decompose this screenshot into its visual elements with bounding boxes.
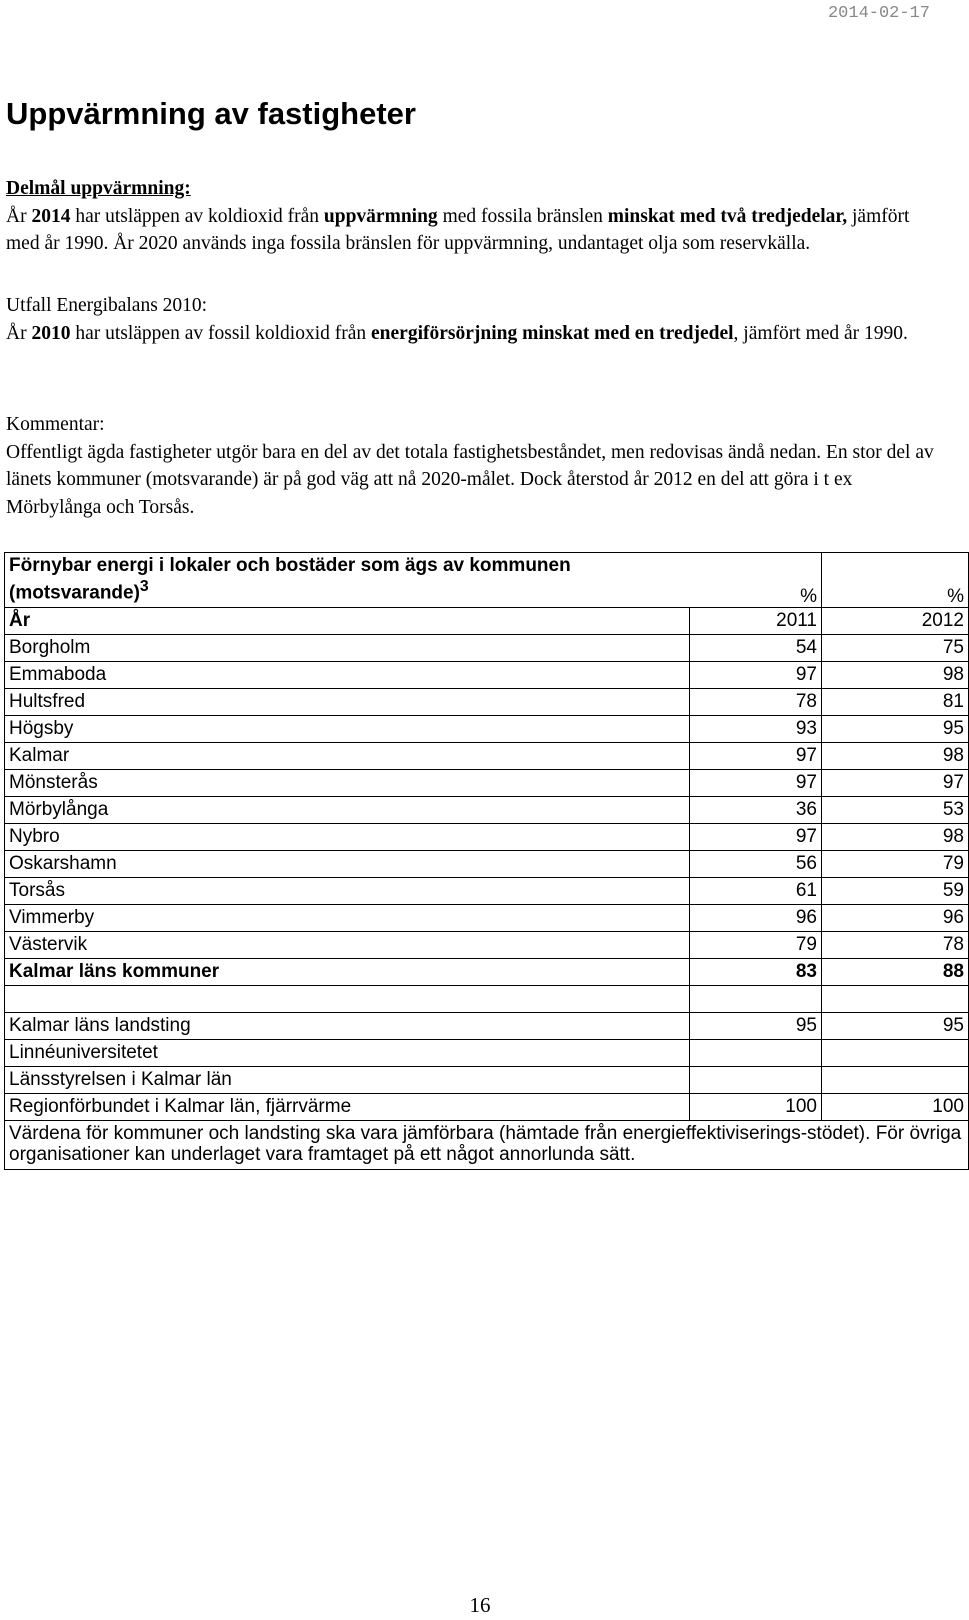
table-row (5, 716, 969, 743)
value-2011: 83 (690, 959, 822, 986)
value-2012: 78 (822, 932, 969, 959)
utfall-text-part: År (6, 322, 32, 344)
row-label: Mörbylånga (5, 797, 690, 824)
value-2011: 93 (690, 716, 822, 743)
delmal-text-part: med fossila bränslen (437, 205, 608, 227)
empty-cell (822, 986, 969, 1013)
footnote-row (5, 1121, 969, 1170)
empty-cell (690, 986, 822, 1013)
pct-header-2011: % (690, 553, 822, 608)
row-label: Kalmar läns kommuner (5, 959, 690, 986)
utfall-keyword: energiförsörjning minskat med en tredjedel (371, 322, 734, 344)
table-row (5, 743, 969, 770)
value-2012: 98 (822, 743, 969, 770)
value-2012: 53 (822, 797, 969, 824)
value-2011 (690, 1040, 822, 1067)
row-label: Länsstyrelsen i Kalmar län (5, 1067, 690, 1094)
row-label: Regionförbundet i Kalmar län, fjärrvärme (5, 1094, 690, 1121)
utfall-heading: Utfall Energibalans 2010: (6, 295, 208, 316)
table-row (5, 635, 969, 662)
value-2011: 61 (690, 878, 822, 905)
value-2012: 59 (822, 878, 969, 905)
row-label: Hultsfred (5, 689, 690, 716)
row-label: Nybro (5, 824, 690, 851)
value-2011: 78 (690, 689, 822, 716)
utfall-text-part: , jämfört med år 1990. (733, 322, 908, 344)
value-2011: 96 (690, 905, 822, 932)
delmal-heading: Delmål uppvärmning: (6, 178, 191, 199)
table-row (5, 797, 969, 824)
kommentar-text: Offentligt ägda fastigheter utgör bara en del av det totala fastighetsbeståndet, men redovisas ändå nedan. En stor del av länets kommuner (motsvarande) är på god väg att nå 2020-målet. Dock återstod år 2012 en del att göra i t ex Mörbylånga och Torsås. (6, 441, 934, 518)
table-title-text: Förnybar energi i lokaler och bostäder som ägs av kommunen (motsvarande) (9, 555, 571, 604)
year-header-row (5, 608, 969, 635)
row-label: Borgholm (5, 635, 690, 662)
row-label: Mönsterås (5, 770, 690, 797)
value-2012 (822, 1067, 969, 1094)
row-label: Vimmerby (5, 905, 690, 932)
row-label: Emmaboda (5, 662, 690, 689)
delmal-target: minskat med två tredjedelar, (607, 205, 848, 227)
value-2012: 95 (822, 1013, 969, 1040)
value-2011: 97 (690, 662, 822, 689)
row-label: Kalmar (5, 743, 690, 770)
row-label: Oskarshamn (5, 851, 690, 878)
kommentar-section (6, 411, 936, 521)
table-row (5, 905, 969, 932)
table-title (5, 553, 690, 608)
value-2012: 81 (822, 689, 969, 716)
value-2012: 75 (822, 635, 969, 662)
organization-row (5, 1013, 969, 1040)
value-2012: 79 (822, 851, 969, 878)
value-2011: 97 (690, 743, 822, 770)
row-label: Kalmar läns landsting (5, 1013, 690, 1040)
table-row (5, 878, 969, 905)
utfall-text (6, 320, 936, 348)
delmal-text-part: har utsläppen av koldioxid från (70, 205, 324, 227)
empty-cell (5, 986, 690, 1013)
value-2012 (822, 1040, 969, 1067)
value-2012: 97 (822, 770, 969, 797)
pct-header-2012: % (822, 553, 969, 608)
renewable-energy-table (4, 552, 969, 1170)
delmal-text-part: jämfört med år 1990. År 2020 används inga fossila bränslen för uppvärmning, undantaget olja som reservkälla. (6, 205, 910, 254)
utfall-text-part: har utsläppen av fossil koldioxid från (70, 322, 372, 344)
organization-row (5, 1040, 969, 1067)
delmal-text (6, 203, 936, 258)
value-2011: 56 (690, 851, 822, 878)
delmal-text-part: År (6, 205, 32, 227)
organization-row (5, 1094, 969, 1121)
value-2012: 96 (822, 905, 969, 932)
value-2011: 97 (690, 770, 822, 797)
delmal-keyword: uppvärmning (323, 205, 438, 227)
value-2011: 97 (690, 824, 822, 851)
value-2012: 98 (822, 824, 969, 851)
value-2012: 100 (822, 1094, 969, 1121)
document-date: 2014-02-17 (827, 4, 930, 23)
table-row (5, 770, 969, 797)
row-label: Västervik (5, 932, 690, 959)
year-2011: 2011 (690, 608, 822, 635)
table-row (5, 932, 969, 959)
value-2011: 54 (690, 635, 822, 662)
utfall-section (6, 292, 936, 347)
spacer-row (5, 986, 969, 1013)
row-label: Torsås (5, 878, 690, 905)
value-2011 (690, 1067, 822, 1094)
renewable-energy-table-wrapper (4, 552, 969, 1170)
row-label: Högsby (5, 716, 690, 743)
table-title-footnote-ref: 3 (139, 578, 149, 595)
value-2011: 100 (690, 1094, 822, 1121)
value-2011: 36 (690, 797, 822, 824)
kommentar-heading: Kommentar: (6, 414, 105, 435)
row-label: Linnéuniversitetet (5, 1040, 690, 1067)
utfall-year: 2010 (31, 322, 71, 344)
table-row (5, 662, 969, 689)
table-title-row (5, 553, 969, 608)
table-row (5, 851, 969, 878)
page-title: Uppvärmning av fastigheter (6, 96, 416, 131)
table-footnote: Värdena för kommuner och landsting ska vara jämförbara (hämtade från energieffektiviserings-stödet). För övriga organisationer kan underlaget vara framtaget på ett något annorlunda sätt. (5, 1121, 969, 1170)
year-label: År (5, 608, 690, 635)
value-2012: 98 (822, 662, 969, 689)
organization-row (5, 1067, 969, 1094)
year-2012: 2012 (822, 608, 969, 635)
delmal-section (6, 175, 936, 258)
value-2011: 95 (690, 1013, 822, 1040)
total-row (5, 959, 969, 986)
value-2012: 88 (822, 959, 969, 986)
value-2011: 79 (690, 932, 822, 959)
table-row (5, 689, 969, 716)
table-row (5, 824, 969, 851)
page-number: 16 (469, 1593, 491, 1617)
value-2012: 95 (822, 716, 969, 743)
delmal-year: 2014 (31, 205, 71, 227)
